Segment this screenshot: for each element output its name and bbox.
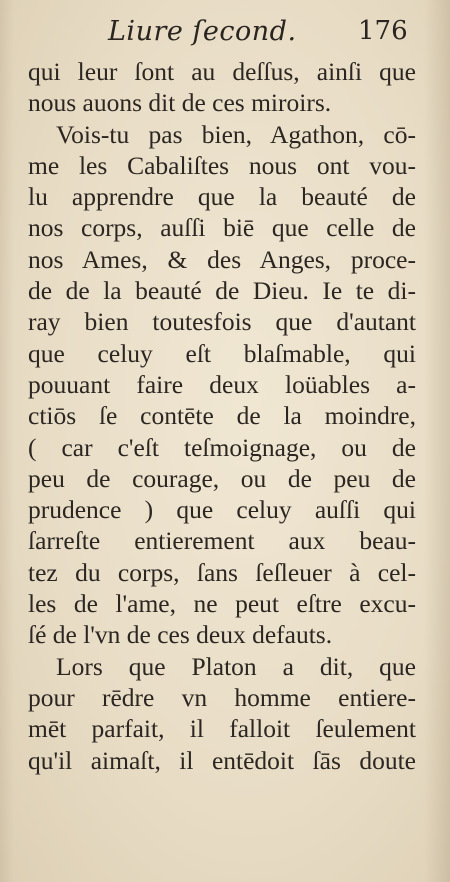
text-line: Lors que Platon a dit, que <box>56 651 416 681</box>
text-line: Vois-tu pas bien, Agathon, cō- <box>56 119 416 149</box>
text-line: nos corps, auſſi biē que celle de <box>28 213 416 243</box>
body-text <box>28 56 416 776</box>
text-line: pouuant faire deux loüables a- <box>28 369 416 399</box>
page-edge-shadow <box>0 0 14 882</box>
text-line: nous auons dit de ces miroirs. <box>28 88 332 118</box>
text-line: les de l'ame, ne peut eſtre excu- <box>28 589 416 619</box>
text-line: que celuy eſt blaſmable, qui <box>28 338 416 368</box>
text-line: peu de courage, ou de peu de <box>28 463 416 493</box>
text-line: me les Cabaliſtes nous ont vou- <box>28 150 416 180</box>
text-line: mēt parfait, il falloit ſeulement <box>28 714 416 744</box>
text-line: qui leur ſont au deſſus, ainſi que <box>28 57 416 86</box>
text-line: lu apprendre que la beauté de <box>28 182 416 212</box>
page-number: 176 <box>358 16 408 46</box>
text-line: ſé de l'vn de ces deux defauts. <box>28 620 333 650</box>
page-gutter-shadow <box>424 0 450 882</box>
text-line: de de la beauté de Dieu. Ie te di- <box>28 276 416 306</box>
text-line: ray bien toutesfois que d'autant <box>28 307 416 337</box>
text-line: qu'il aimaſt, il entēdoit ſās doute <box>28 745 416 775</box>
text-line: ( car c'eſt teſmoignage, ou de <box>28 432 416 462</box>
text-line: nos Ames, & des Anges, proce- <box>28 244 416 274</box>
text-line: tez du corps, ſans ſeſleuer à cel- <box>28 557 416 587</box>
text-line: ſarreſte entierement aux beau- <box>28 526 416 556</box>
page-header <box>0 14 450 50</box>
running-head: Liure ſecond. <box>108 16 297 47</box>
text-line: prudence ) que celuy auſſi qui <box>28 495 416 525</box>
text-line: pour rēdre vn homme entiere- <box>28 682 416 712</box>
text-line: ctiōs ſe contēte de la moindre, <box>28 401 416 431</box>
